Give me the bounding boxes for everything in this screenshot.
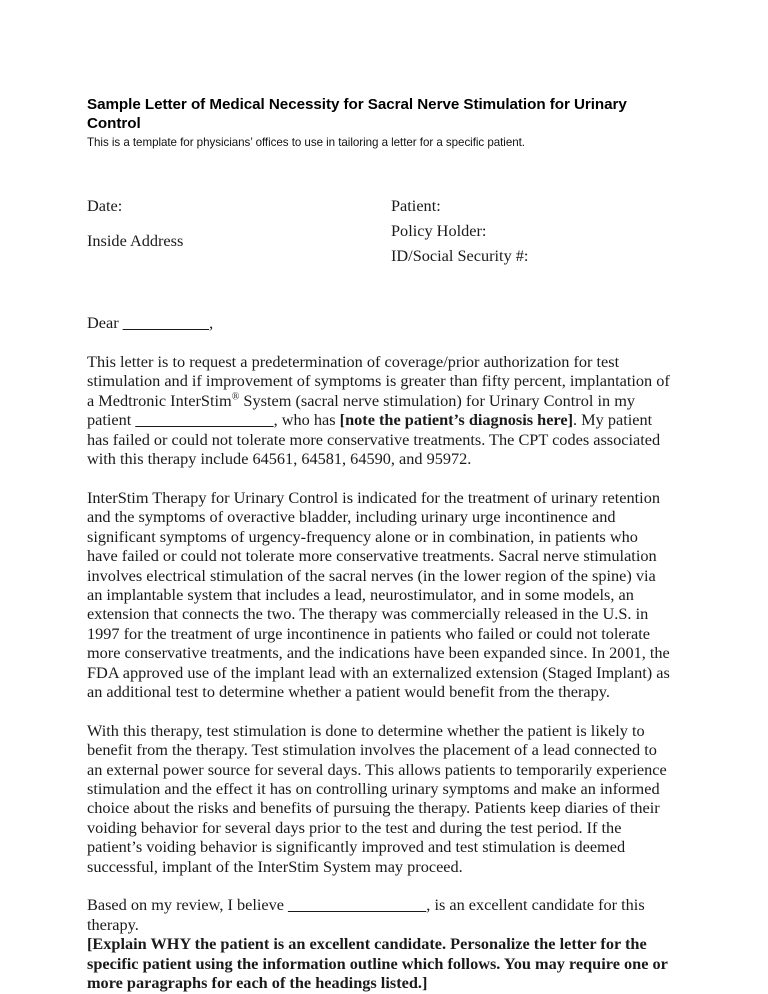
salutation-greeting: Dear xyxy=(87,313,119,333)
paragraph-1-text xyxy=(87,352,672,468)
paragraph-2 xyxy=(87,488,672,701)
p4-part1: Based on my review, I believe xyxy=(87,895,289,915)
paragraph-4 xyxy=(87,895,672,992)
policy-holder-label: Policy Holder: xyxy=(391,221,487,241)
paragraph-4-text xyxy=(87,895,672,992)
id-ssn-label: ID/Social Security #: xyxy=(391,246,529,266)
p1-part1: This letter is to request a predetermination of coverage/prior authorization for test stimulation and if improvement of symptoms is greater than fifty percent, implantation of a Medtronic InterStim xyxy=(87,352,670,410)
address-column-left xyxy=(87,193,391,268)
salutation-comma: , xyxy=(209,313,214,333)
p1-part3: , who has xyxy=(273,410,340,430)
paragraph-3 xyxy=(87,721,672,876)
paragraph-2-text: InterStim Therapy for Urinary Control is indicated for the treatment of urinary retention and the symptoms of overactive bladder, including urinary urge incontinence and significant symptoms of urgency-frequency alone or in combination, in patients who have failed or could not tolerate more conservative treatments. Sacral nerve stimulation involves electrical stimulation of the sacral nerves (in the lower region of the spine) via an implantable system that includes a lead, neurostimulator, and in some models, an extension that connects the two. The therapy was commercially released in the U.S. in 1997 for the treatment of urge incontinence in patients who failed or could not tolerate more conservative treatments, and the indications have been expanded since. In 2001, the FDA approved use of the implant lead with an externalized extension (Staged Implant) as an additional test to determine whether a patient would benefit from the therapy. xyxy=(87,487,670,701)
p1-part2: System (sacral nerve stimulation) for Urinary Control in my patient xyxy=(87,390,635,430)
salutation-blank-field[interactable]: __________ xyxy=(122,313,210,333)
paragraph-1 xyxy=(87,352,672,468)
explain-why-instruction[interactable]: [Explain WHY the patient is an excellent candidate. Personalize the letter for the specific patient using the information outline which follows. You may require one or more paragraphs for each of the headings listed.] xyxy=(87,934,668,993)
patient-label: Patient: xyxy=(391,196,441,216)
diagnosis-placeholder[interactable]: [note the patient’s diagnosis here] xyxy=(339,410,574,430)
date-label: Date: xyxy=(87,196,123,216)
p1-part4: . My patient has failed or could not tolerate more conservative treatments. The CPT codes associated with this therapy include 64561, 64581, 64590, and 95972. xyxy=(87,410,661,469)
p4-part2: , is an excellent candidate for this therapy. xyxy=(87,895,645,934)
salutation-line xyxy=(87,313,672,333)
patient-name-blank-field[interactable]: ________________ xyxy=(135,410,274,430)
page-subtitle: This is a template for physicians’ offices to use in tailoring a letter for a specific patient. xyxy=(87,136,525,150)
registered-trademark-icon: ® xyxy=(231,391,240,403)
paragraph-3-text: With this therapy, test stimulation is done to determine whether the patient is likely to benefit from the therapy. Test stimulation involves the placement of a lead connected to an external power source for several days. This allows patients to temporarily experience stimulation and the effect it has on controlling urinary symptoms and make an informed choice about the risks and benefits of pursuing the therapy. Patients keep diaries of their voiding behavior for several days prior to the test and during the test period. If the patient’s voiding behavior is significantly improved and test stimulation is deemed successful, implant of the InterStim System may proceed. xyxy=(87,720,667,876)
address-column-right xyxy=(391,193,672,268)
address-block xyxy=(87,193,672,268)
candidate-name-blank-field[interactable]: ________________ xyxy=(288,895,427,915)
inside-address-label: Inside Address xyxy=(87,231,184,251)
page-title: Sample Letter of Medical Necessity for Sacral Nerve Stimulation for Urinary Control xyxy=(87,96,627,132)
